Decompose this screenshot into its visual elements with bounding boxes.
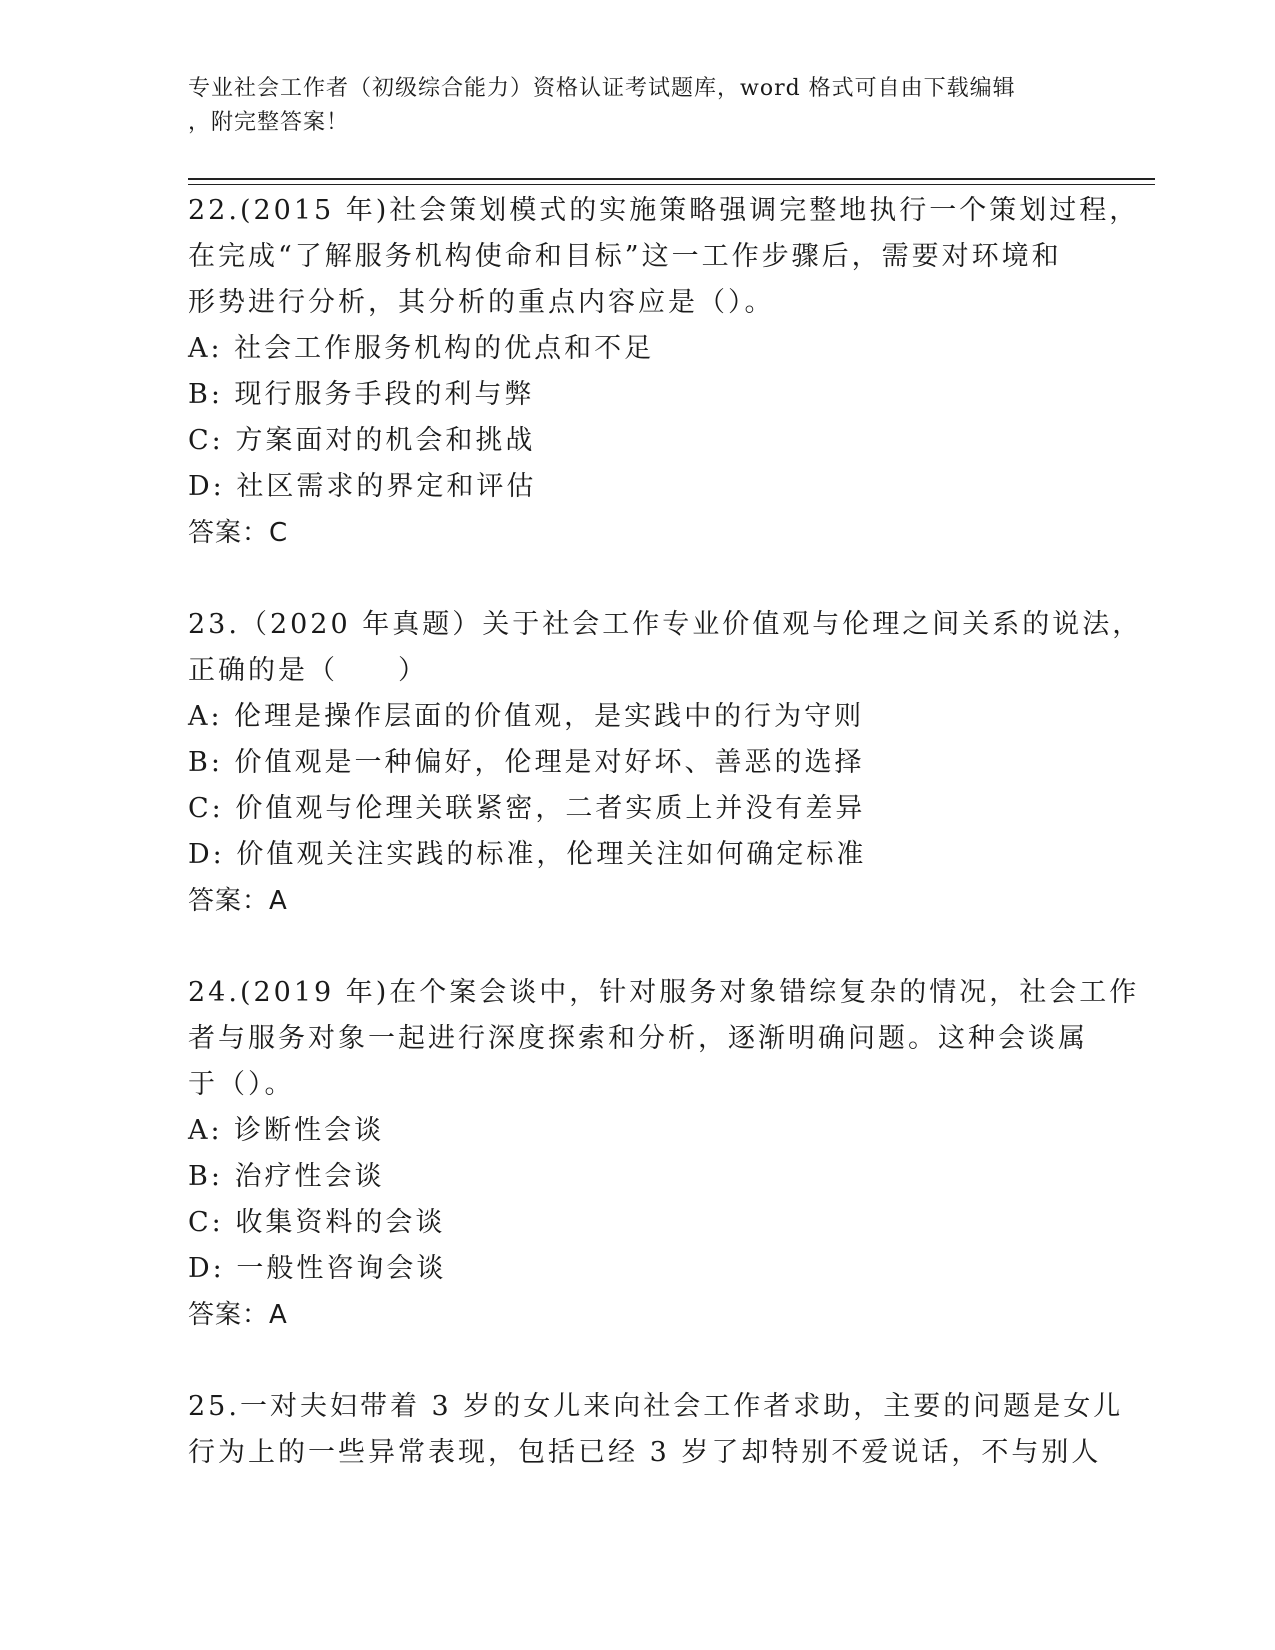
option-c: C: 价值观与伦理关联紧密，二者实质上并没有差异 — [188, 793, 866, 824]
question-stem-line: 24.(2019 年)在个案会谈中，针对服务对象错综复杂的情况，社会工作 — [188, 977, 1140, 1008]
question-23 — [188, 602, 1143, 924]
question-stem-line: 22.(2015 年)社会策划模式的实施策略强调完整地执行一个策划过程， — [188, 195, 1140, 226]
question-24 — [188, 970, 1140, 1338]
option-d: D: 价值观关注实践的标准，伦理关注如何确定标准 — [188, 839, 867, 870]
option-d: D: 社区需求的界定和评估 — [188, 471, 537, 502]
answer-line: 答案：C — [188, 518, 289, 548]
header-line-1: 专业社会工作者（初级综合能力）资格认证考试题库，word 格式可自由下载编辑 — [188, 76, 1016, 101]
option-c: C: 收集资料的会谈 — [188, 1207, 446, 1238]
header-line-2: ，附完整答案！ — [188, 110, 350, 135]
question-stem-line: 行为上的一些异常表现，包括已经 3 岁了却特别不爱说话，不与别人 — [188, 1437, 1102, 1468]
option-a: A: 社会工作服务机构的优点和不足 — [188, 333, 655, 364]
question-spacer — [188, 556, 1088, 602]
option-c: C: 方案面对的机会和挑战 — [188, 425, 536, 456]
option-d: D: 一般性咨询会谈 — [188, 1253, 447, 1284]
question-22 — [188, 188, 1140, 556]
option-a: A: 伦理是操作层面的价值观，是实践中的行为守则 — [188, 701, 865, 732]
question-stem-line: 23.（2020 年真题）关于社会工作专业价值观与伦理之间关系的说法， — [188, 609, 1143, 640]
header-divider-thick — [188, 178, 1155, 180]
option-b: B: 现行服务手段的利与弊 — [188, 379, 535, 410]
option-b: B: 价值观是一种偏好，伦理是对好坏、善恶的选择 — [188, 747, 865, 778]
question-spacer — [188, 924, 1088, 970]
answer-line: 答案：A — [188, 1300, 288, 1330]
question-spacer — [188, 1338, 1088, 1384]
question-list — [188, 188, 1143, 1476]
option-b: B: 治疗性会谈 — [188, 1161, 385, 1192]
option-a: A: 诊断性会谈 — [188, 1115, 385, 1146]
question-stem-line: 25.一对夫妇带着 3 岁的女儿来向社会工作者求助，主要的问题是女儿 — [188, 1391, 1124, 1422]
question-stem-line: 者与服务对象一起进行深度探索和分析，逐渐明确问题。这种会谈属 — [188, 1023, 1088, 1054]
question-stem-line: 形势进行分析，其分析的重点内容应是（）。 — [188, 287, 775, 318]
answer-line: 答案：A — [188, 886, 288, 916]
question-25 — [188, 1384, 1124, 1476]
question-stem-line: 正确的是（ ） — [188, 655, 428, 686]
document-header — [188, 72, 1068, 140]
question-stem-line: 于（）。 — [188, 1069, 295, 1100]
question-stem-line: 在完成“了解服务机构使命和目标”这一工作步骤后，需要对环境和 — [188, 241, 1062, 272]
header-divider-thin — [188, 184, 1155, 185]
